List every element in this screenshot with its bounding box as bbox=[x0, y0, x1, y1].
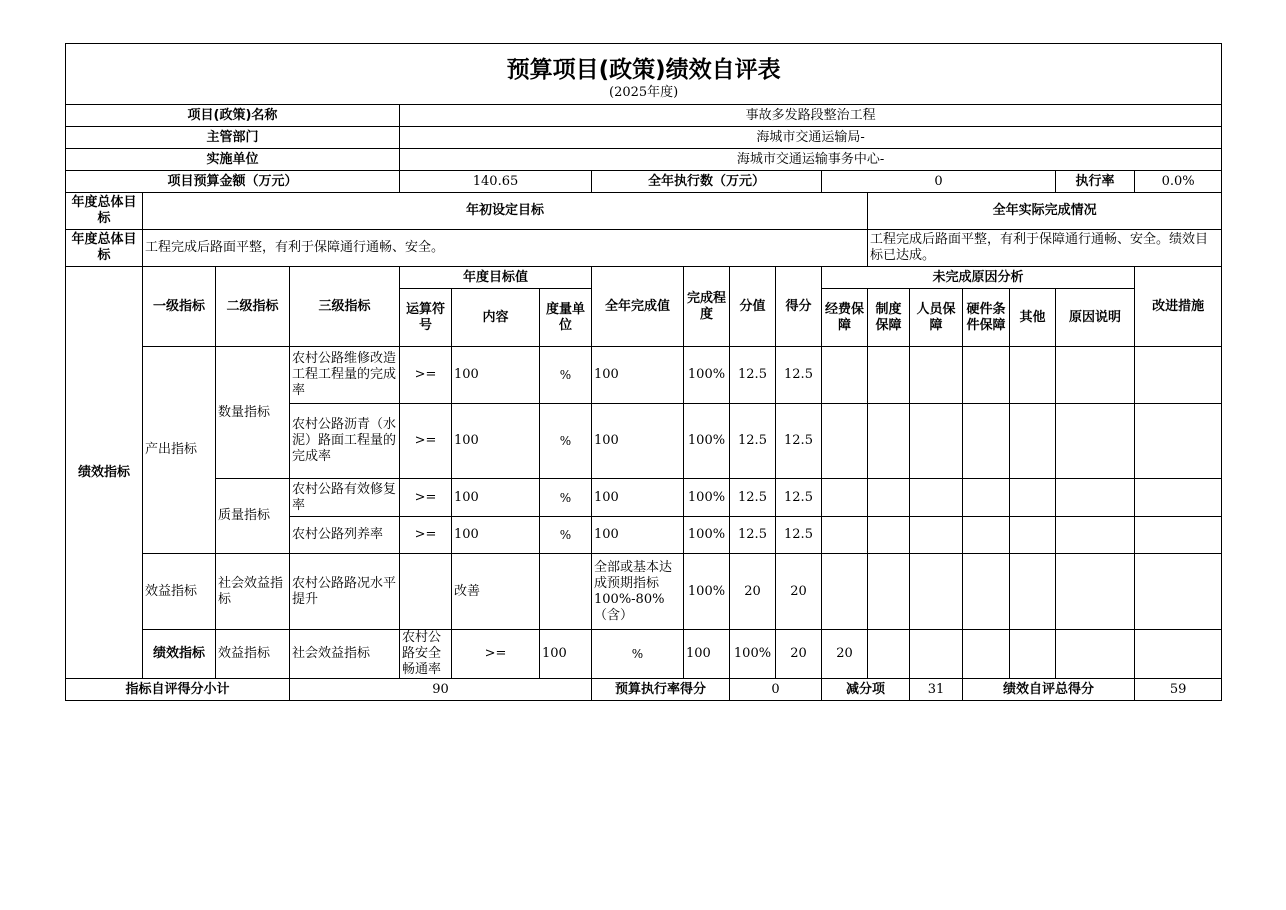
row-unit: % bbox=[540, 347, 592, 404]
row-reason bbox=[1056, 404, 1135, 479]
row-other bbox=[1010, 479, 1056, 517]
rate-value: 0.0% bbox=[1135, 171, 1222, 193]
header-unit: 度量单位 bbox=[540, 289, 592, 347]
row-staff bbox=[910, 554, 963, 630]
row-unit: % bbox=[592, 630, 684, 679]
row-system bbox=[868, 347, 910, 404]
subtotal-value: 90 bbox=[290, 679, 592, 701]
row-degree: 100% bbox=[684, 404, 730, 479]
row-full: 100 bbox=[592, 347, 684, 404]
row-full: 100 bbox=[592, 404, 684, 479]
row-degree: 100% bbox=[684, 347, 730, 404]
row-improve bbox=[1135, 517, 1222, 554]
row-content: 100 bbox=[452, 517, 540, 554]
exec-value: 0 bbox=[822, 171, 1056, 193]
initial-goal-text: 工程完成后路面平整，有利于保障通行通畅、安全。 bbox=[143, 230, 868, 267]
social-indicator-label: 社会效益指标 bbox=[216, 554, 290, 630]
quantity-indicator-label: 数量指标 bbox=[216, 347, 290, 479]
row-unit: % bbox=[540, 404, 592, 479]
table-row bbox=[66, 479, 1222, 517]
deduct-label: 减分项 bbox=[822, 679, 910, 701]
budget-value: 140.65 bbox=[400, 171, 592, 193]
dept-label: 主管部门 bbox=[66, 127, 400, 149]
row-hardware bbox=[963, 517, 1010, 554]
row-funding bbox=[822, 517, 868, 554]
row-value: 12.5 bbox=[730, 347, 776, 404]
row-other bbox=[1056, 630, 1135, 679]
initial-goal-header: 年初设定目标 bbox=[143, 193, 868, 230]
row-full: 100 bbox=[592, 517, 684, 554]
row-hardware bbox=[1010, 630, 1056, 679]
total-value: 59 bbox=[1135, 679, 1222, 701]
row-op: >= bbox=[452, 630, 540, 679]
row-improve bbox=[1135, 554, 1222, 630]
header-improve: 改进措施 bbox=[1135, 267, 1222, 347]
row-other bbox=[1010, 347, 1056, 404]
row-full: 全部或基本达成预期指标100%-80%（含） bbox=[592, 554, 684, 630]
row-op: >= bbox=[400, 517, 452, 554]
dept-value: 海城市交通运输局- bbox=[400, 127, 1222, 149]
row-degree: 100% bbox=[730, 630, 776, 679]
evaluation-sheet bbox=[65, 43, 1222, 701]
row-content: 改善 bbox=[452, 554, 540, 630]
table-row bbox=[66, 347, 1222, 404]
row-score: 20 bbox=[776, 554, 822, 630]
row-funding bbox=[822, 404, 868, 479]
budget-score-label: 预算执行率得分 bbox=[592, 679, 730, 701]
row-l3: 农村公路有效修复率 bbox=[290, 479, 400, 517]
row-staff bbox=[910, 347, 963, 404]
goal-label-2: 年度总体目标 bbox=[66, 230, 143, 267]
title-block bbox=[66, 44, 1222, 105]
header-content: 内容 bbox=[452, 289, 540, 347]
unit-label: 实施单位 bbox=[66, 149, 400, 171]
row-l3: 农村公路安全畅通率 bbox=[400, 630, 452, 679]
row-staff bbox=[910, 404, 963, 479]
row-value: 20 bbox=[776, 630, 822, 679]
row-hardware bbox=[963, 347, 1010, 404]
row-unit bbox=[540, 554, 592, 630]
exec-label: 全年执行数（万元） bbox=[592, 171, 822, 193]
header-funding: 经费保障 bbox=[822, 289, 868, 347]
row-other bbox=[1010, 554, 1056, 630]
benefit-indicator-label: 效益指标 bbox=[216, 630, 290, 679]
row-degree: 100% bbox=[684, 517, 730, 554]
output-indicator-label: 产出指标 bbox=[143, 347, 216, 554]
header-level1: 一级指标 bbox=[143, 267, 216, 347]
header-level3: 三级指标 bbox=[290, 267, 400, 347]
row-system bbox=[868, 517, 910, 554]
header-reason: 原因说明 bbox=[1056, 289, 1135, 347]
row-l3: 农村公路路况水平提升 bbox=[290, 554, 400, 630]
row-staff bbox=[963, 630, 1010, 679]
table-row bbox=[66, 630, 1222, 679]
row-other bbox=[1010, 404, 1056, 479]
benefit-indicator-label: 效益指标 bbox=[143, 554, 216, 630]
row-system bbox=[868, 404, 910, 479]
total-label: 绩效自评总得分 bbox=[963, 679, 1135, 701]
row-reason bbox=[1056, 347, 1135, 404]
header-hardware: 硬件条件保障 bbox=[963, 289, 1010, 347]
row-reason bbox=[1056, 479, 1135, 517]
sheet-title: 预算项目(政策)绩效自评表 bbox=[506, 57, 781, 83]
row-value: 12.5 bbox=[730, 404, 776, 479]
project-name-value: 事故多发路段整治工程 bbox=[400, 105, 1222, 127]
row-funding bbox=[822, 479, 868, 517]
header-score-value: 分值 bbox=[730, 267, 776, 347]
row-value: 20 bbox=[730, 554, 776, 630]
row-content: 100 bbox=[540, 630, 592, 679]
row-full: 100 bbox=[684, 630, 730, 679]
deduct-value: 31 bbox=[910, 679, 963, 701]
row-value: 12.5 bbox=[730, 517, 776, 554]
header-other: 其他 bbox=[1010, 289, 1056, 347]
goal-label: 年度总体目标 bbox=[66, 193, 143, 230]
row-op bbox=[400, 554, 452, 630]
perf-indicator-label: 绩效指标 bbox=[66, 267, 143, 679]
evaluation-table bbox=[65, 43, 1222, 701]
row-improve bbox=[1135, 479, 1222, 517]
header-op: 运算符号 bbox=[400, 289, 452, 347]
row-unit: % bbox=[540, 517, 592, 554]
header-score: 得分 bbox=[776, 267, 822, 347]
header-full-year: 全年完成值 bbox=[592, 267, 684, 347]
table-row bbox=[66, 554, 1222, 630]
row-score: 20 bbox=[822, 630, 868, 679]
row-content: 100 bbox=[452, 404, 540, 479]
row-staff bbox=[910, 479, 963, 517]
budget-score-value: 0 bbox=[730, 679, 822, 701]
row-hardware bbox=[963, 479, 1010, 517]
row-score: 12.5 bbox=[776, 517, 822, 554]
row-l3: 农村公路列养率 bbox=[290, 517, 400, 554]
project-name-label: 项目(政策)名称 bbox=[66, 105, 400, 127]
header-unfinished: 未完成原因分析 bbox=[822, 267, 1135, 289]
row-op: >= bbox=[400, 347, 452, 404]
header-annual-target: 年度目标值 bbox=[400, 267, 592, 289]
actual-goal-header: 全年实际完成情况 bbox=[868, 193, 1222, 230]
row-improve bbox=[1135, 347, 1222, 404]
row-degree: 100% bbox=[684, 479, 730, 517]
actual-goal-text: 工程完成后路面平整，有利于保障通行通畅、安全。绩效目标已达成。 bbox=[868, 230, 1222, 267]
footer-row bbox=[66, 679, 1222, 701]
row-funding bbox=[868, 630, 910, 679]
row-system bbox=[910, 630, 963, 679]
sheet-year: (2025年度) bbox=[609, 85, 679, 100]
header-degree: 完成程度 bbox=[684, 267, 730, 347]
row-value: 12.5 bbox=[730, 479, 776, 517]
row-degree: 100% bbox=[684, 554, 730, 630]
row-hardware bbox=[963, 554, 1010, 630]
row-unit: % bbox=[540, 479, 592, 517]
social-indicator-label: 社会效益指标 bbox=[290, 630, 400, 679]
row-reason bbox=[1056, 517, 1135, 554]
row-l3: 农村公路维修改造工程工程量的完成率 bbox=[290, 347, 400, 404]
row-score: 12.5 bbox=[776, 404, 822, 479]
header-system: 制度保障 bbox=[868, 289, 910, 347]
row-staff bbox=[910, 517, 963, 554]
row-hardware bbox=[963, 404, 1010, 479]
row-funding bbox=[822, 554, 868, 630]
row-l3: 农村公路沥青（水泥）路面工程量的完成率 bbox=[290, 404, 400, 479]
rate-label: 执行率 bbox=[1056, 171, 1135, 193]
budget-label: 项目预算金额（万元） bbox=[66, 171, 400, 193]
row-op: >= bbox=[400, 404, 452, 479]
row-op: >= bbox=[400, 479, 452, 517]
row-content: 100 bbox=[452, 347, 540, 404]
row-other bbox=[1010, 517, 1056, 554]
unit-value: 海城市交通运输事务中心- bbox=[400, 149, 1222, 171]
row-score: 12.5 bbox=[776, 479, 822, 517]
row-improve bbox=[1135, 404, 1222, 479]
perf-indicator-label-2: 绩效指标 bbox=[143, 630, 216, 679]
row-system bbox=[868, 479, 910, 517]
row-score: 12.5 bbox=[776, 347, 822, 404]
quality-indicator-label: 质量指标 bbox=[216, 479, 290, 554]
subtotal-label: 指标自评得分小计 bbox=[66, 679, 290, 701]
row-funding bbox=[822, 347, 868, 404]
row-content: 100 bbox=[452, 479, 540, 517]
row-system bbox=[868, 554, 910, 630]
row-full: 100 bbox=[592, 479, 684, 517]
row-reason bbox=[1056, 554, 1135, 630]
row-reason bbox=[1135, 630, 1222, 679]
header-level2: 二级指标 bbox=[216, 267, 290, 347]
header-staff: 人员保障 bbox=[910, 289, 963, 347]
